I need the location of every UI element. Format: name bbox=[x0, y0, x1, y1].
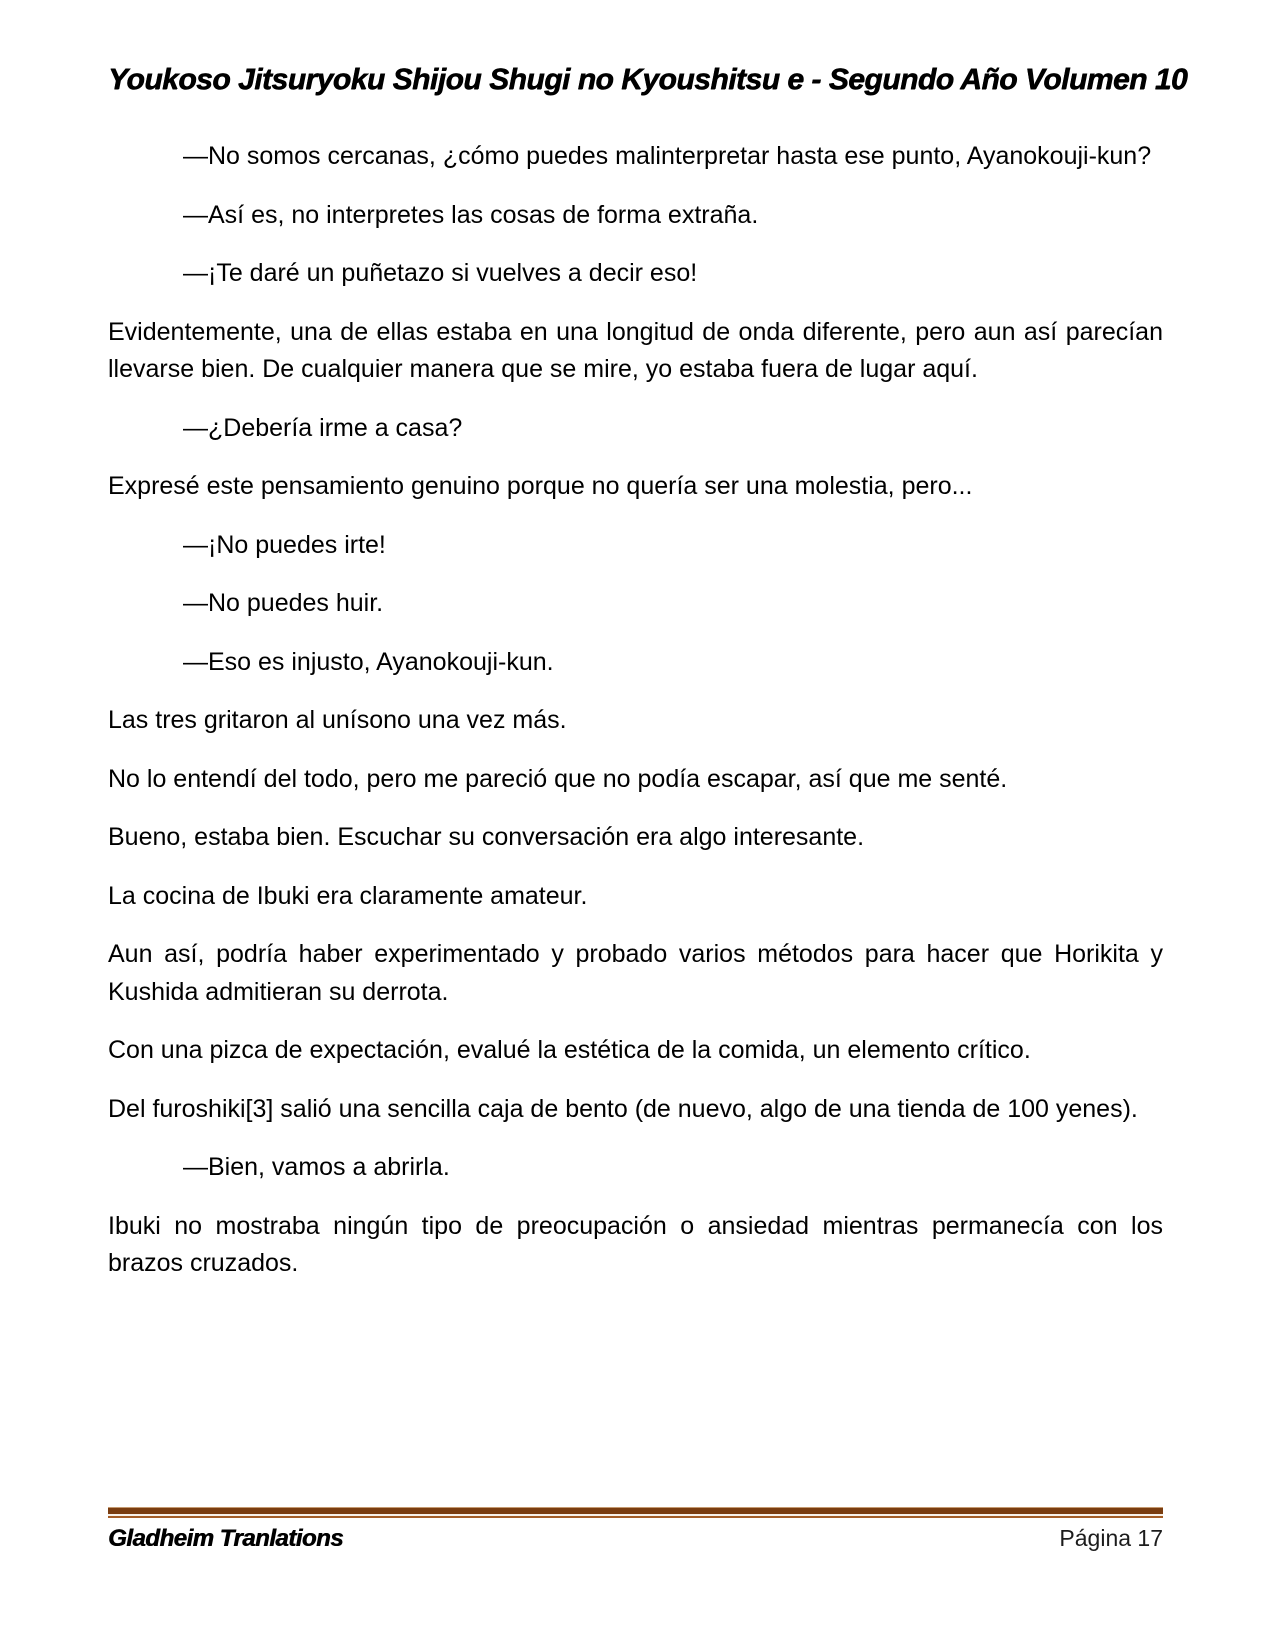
footer-row bbox=[108, 1518, 1163, 1553]
footer-page-number: Página 17 bbox=[1059, 1525, 1163, 1551]
footer-translator-label: Gladheim Tranlations bbox=[108, 1525, 343, 1552]
dialogue-paragraph: —Así es, no interpretes las cosas de forma extraña. bbox=[183, 200, 759, 229]
body-paragraphs bbox=[108, 138, 1163, 1283]
dialogue-paragraph: —¡No puedes irte! bbox=[183, 530, 386, 559]
dialogue-paragraph: —Eso es injusto, Ayanokouji-kun. bbox=[183, 647, 554, 676]
dialogue-paragraph: —Bien, vamos a abrirla. bbox=[183, 1153, 450, 1181]
paragraph: Aun así, podría haber experimentado y probado varios métodos para hacer que Horikita y Kushida admitieran su derrota. bbox=[108, 940, 1163, 1006]
dialogue-paragraph: —¿Debería irme a casa? bbox=[183, 413, 463, 442]
footer-divider bbox=[108, 1507, 1163, 1518]
paragraph: Evidentemente, una de ellas estaba en una longitud de onda diferente, pero aun así parecían llevarse bien. De cualquier manera que se mire, yo estaba fuera de lugar aquí. bbox=[108, 317, 1163, 383]
paragraph: Ibuki no mostraba ningún tipo de preocupación o ansiedad mientras permanecía con los brazos cruzados. bbox=[108, 1211, 1163, 1277]
dialogue-paragraph: —¡Te daré un puñetazo si vuelves a decir eso! bbox=[183, 259, 698, 287]
paragraph: Las tres gritaron al unísono una vez más. bbox=[108, 706, 567, 734]
paragraph: No lo entendí del todo, pero me pareció que no podía escapar, así que me senté. bbox=[108, 764, 1008, 793]
dialogue-paragraph: —No somos cercanas, ¿cómo puedes malinterpretar hasta ese punto, Ayanokouji-kun? bbox=[183, 142, 1152, 170]
paragraph: Bueno, estaba bien. Escuchar su conversación era algo interesante. bbox=[108, 823, 865, 851]
page-title: Youkoso Jitsuryoku Shijou Shugi no Kyoushitsu e - Segundo Año Volumen 10 bbox=[108, 63, 1188, 96]
paragraph: Del furoshiki[3] salió una sencilla caja de bento (de nuevo, algo de una tienda de 100 yenes). bbox=[108, 1094, 1138, 1123]
page-footer bbox=[108, 1507, 1163, 1553]
paragraph: Con una pizca de expectación, evalué la estética de la comida, un elemento crítico. bbox=[108, 1036, 1031, 1064]
paragraph: La cocina de Ibuki era claramente amateur. bbox=[108, 881, 588, 910]
paragraph: Expresé este pensamiento genuino porque no quería ser una molestia, pero... bbox=[108, 472, 973, 500]
dialogue-paragraph: —No puedes huir. bbox=[183, 589, 384, 617]
